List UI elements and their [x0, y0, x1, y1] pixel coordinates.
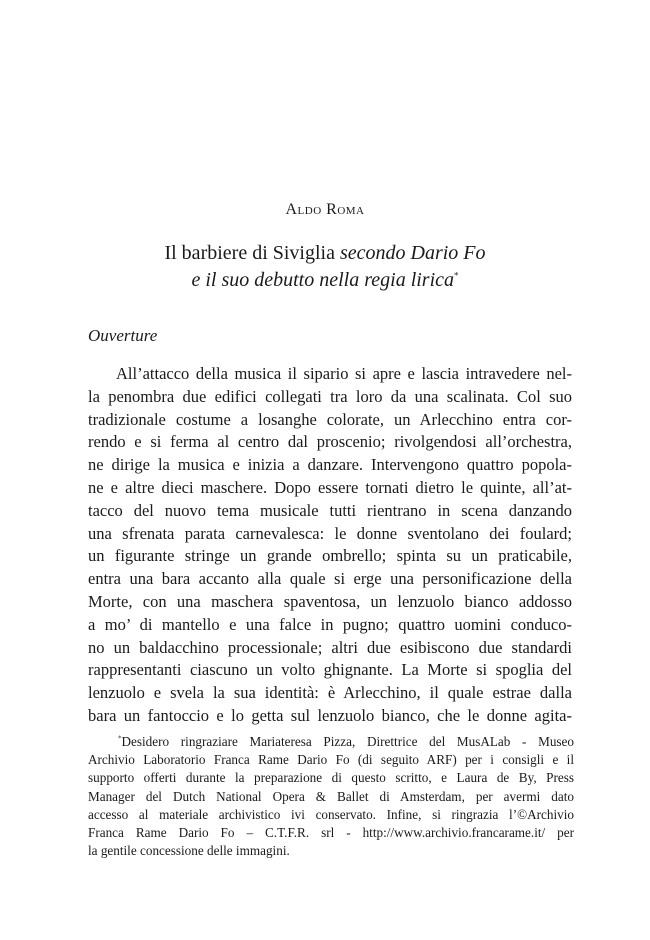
body-line: la penombra due edifici collegati tra loro da una scalinata. Col suo [88, 386, 572, 406]
footnote-line: la gentile concessione delle immagini. [88, 843, 290, 859]
author-name: Aldo Roma [285, 201, 365, 218]
title-footnote-marker: * [454, 270, 459, 281]
footnote-line: Franca Rame Dario Fo – C.T.F.R. srl - http://www.archivio.francarame.it/ per [88, 825, 574, 841]
footnote-marker: * [118, 734, 122, 743]
body-line: ne e altre dieci maschere. Dopo essere tornati dietro le quinte, all’at- [88, 477, 572, 497]
body-line: Morte, con una maschera spaventosa, un lenzuolo bianco addosso [88, 591, 572, 611]
title-italic-1: secondo Dario Fo [339, 242, 486, 264]
title-line-1 [0, 240, 650, 267]
body-line: a mo’ di mantello e una falce in pugno; quattro uomini conduco- [88, 614, 572, 634]
body-line: un figurante stringe un grande ombrello; spinta su un praticabile, [88, 546, 572, 566]
body-line: tradizionale costume a losanghe colorate, un Arlecchino entra cor- [88, 409, 572, 429]
body-line: bara un fantoccio e lo getta sul lenzuolo bianco, che le donne agita- [88, 705, 572, 725]
body-line: no un baldacchino processionale; altri due esibiscono due standardi [88, 637, 572, 657]
body-paragraph [88, 363, 572, 728]
body-line: ne dirige la musica e inizia a danzare. Intervengono quattro popola- [88, 455, 572, 475]
footnote-line: Archivio Laboratorio Franca Rame Dario Fo (di seguito ARF) per i consigli e il [88, 752, 574, 768]
body-line: All’attacco della musica il sipario si apre e lascia intravedere nel- [116, 364, 572, 383]
body-line: una sfrenata parata carnevalesca: le donne sventolano dei foulard; [88, 523, 572, 543]
footnote-line: Manager del Dutch National Opera & Ballet di Amsterdam, per avermi dato [88, 788, 574, 804]
body-line: lenzuolo e svela la sua identità: è Arlecchino, il quale estrae dalla [88, 683, 572, 703]
article-title [0, 240, 650, 294]
title-plain: Il barbiere di Siviglia [164, 242, 340, 264]
title-line-2 [0, 267, 650, 294]
body-line: rendo e si ferma al centro dal proscenio; rivolgendosi all’orchestra, [88, 432, 572, 452]
footnote-line: accesso al materiale archivistico ivi conservato. Infine, si ringrazia l’©Archivio [88, 806, 574, 822]
footnote [88, 733, 574, 860]
title-italic-2: e il suo debutto nella regia lirica [191, 269, 455, 291]
footnote-line [88, 733, 574, 751]
footnote-line: supporto offerti durante la preparazione di questo scritto, e Laura de By, Press [88, 770, 574, 786]
footnote-line-text: Desidero ringraziare Mariateresa Pizza, Direttrice del MusALab - Museo [121, 734, 574, 749]
body-line: tacco del nuovo tema musicale tutti rientrano in scena danzando [88, 500, 572, 520]
body-line: rappresentanti ciascuno un volto ghignante. La Morte si spoglia del [88, 660, 572, 680]
body-line: entra una bara accanto alla quale si erge una personificazione della [88, 569, 572, 589]
section-heading: Ouverture [88, 326, 158, 345]
